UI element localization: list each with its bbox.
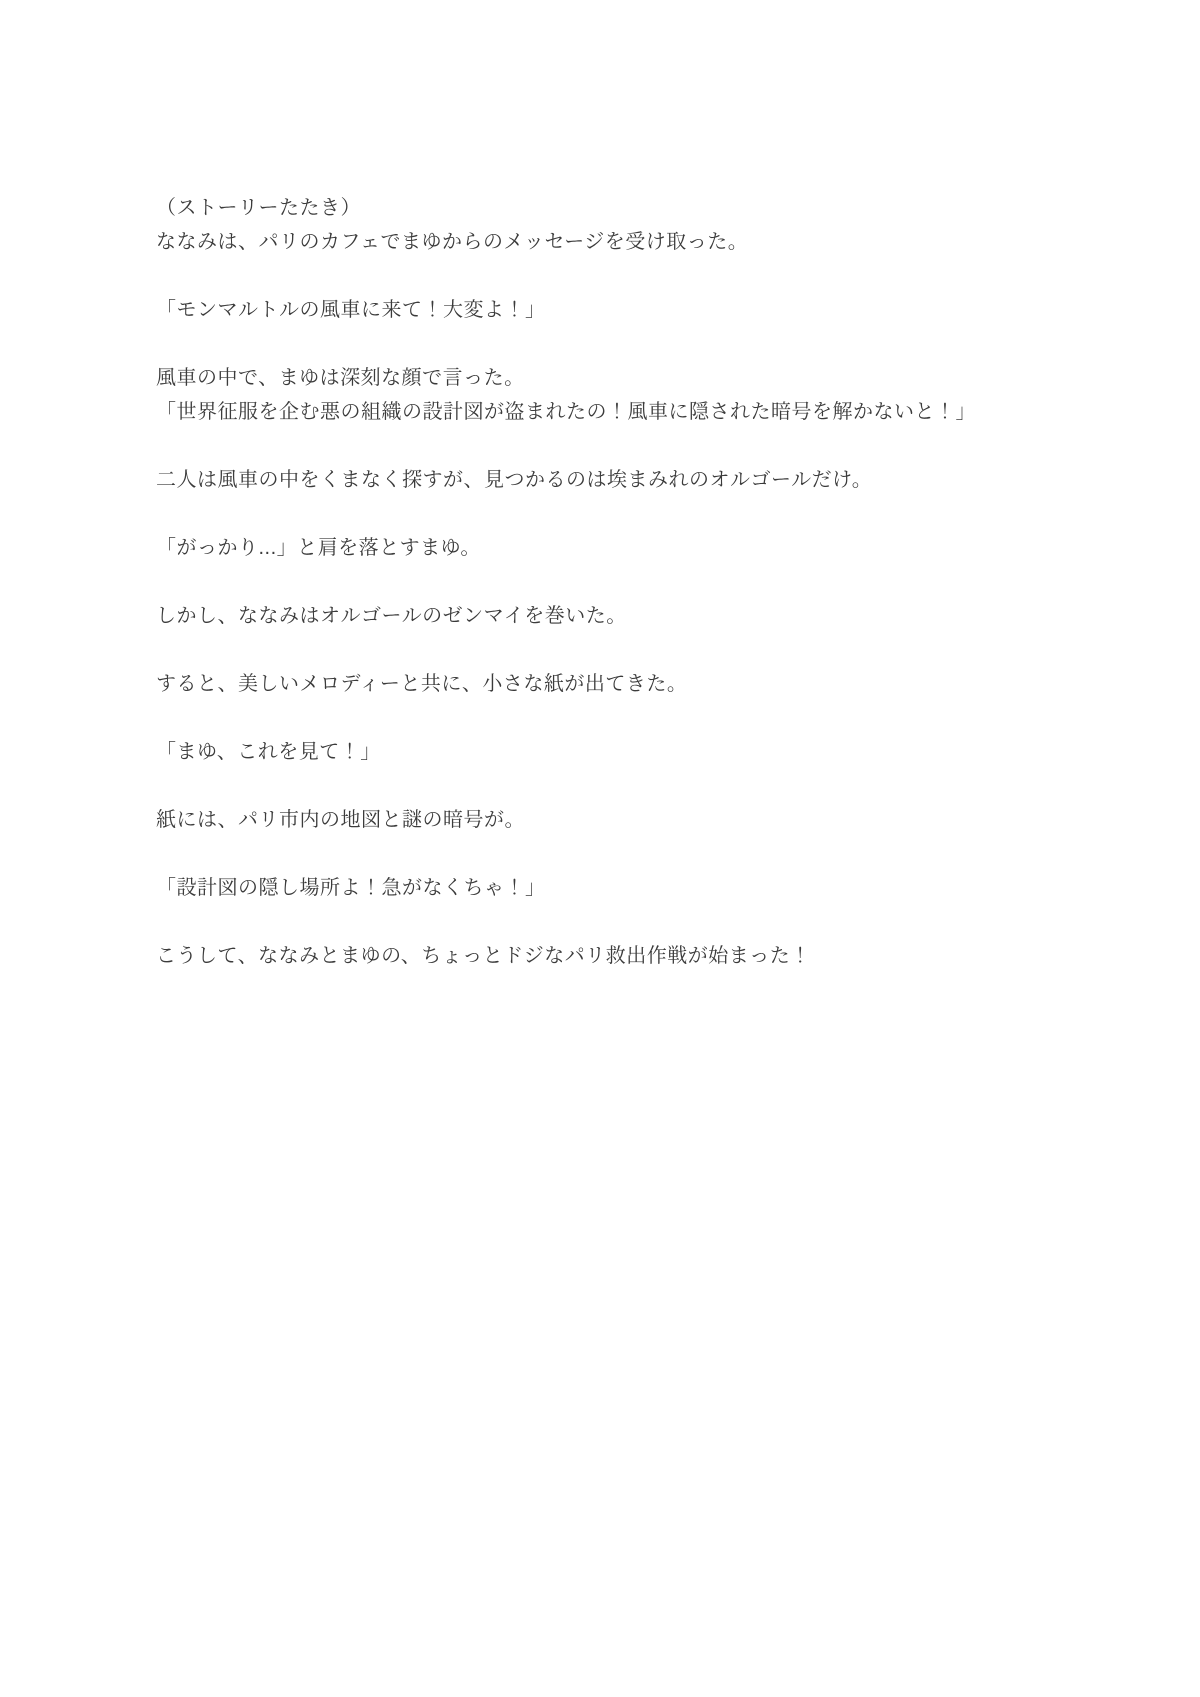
story-line: ななみは、パリのカフェでまゆからのメッセージを受け取った。: [156, 231, 749, 253]
story-heading-note: （ストーリーたたき）: [156, 197, 361, 219]
story-text-block: [156, 191, 1140, 973]
story-line: しかし、ななみはオルゴールのゼンマイを巻いた。: [156, 605, 627, 627]
story-line: すると、美しいメロディーと共に、小さな紙が出てきた。: [156, 673, 688, 695]
story-line-quote: 「世界征服を企む悪の組織の設計図が盗まれたの！風車に隠された暗号を解かないと！」: [156, 401, 976, 423]
story-line-final: こうして、ななみとまゆの、ちょっとドジなパリ救出作戦が始まった！: [156, 945, 811, 967]
story-line-quote: 「設計図の隠し場所よ！急がなくちゃ！」: [156, 877, 546, 899]
story-line: 二人は風車の中をくまなく探すが、見つかるのは埃まみれのオルゴールだけ。: [156, 469, 873, 491]
story-line: 紙には、パリ市内の地図と謎の暗号が。: [156, 809, 525, 831]
story-line-quote: 「がっかり...」と肩を落とすまゆ。: [156, 537, 481, 559]
story-line: 風車の中で、まゆは深刻な顔で言った。: [156, 367, 525, 389]
story-line-quote: 「まゆ、これを見て！」: [156, 741, 381, 763]
story-line-quote: 「モンマルトルの風車に来て！大変よ！」: [156, 299, 546, 321]
